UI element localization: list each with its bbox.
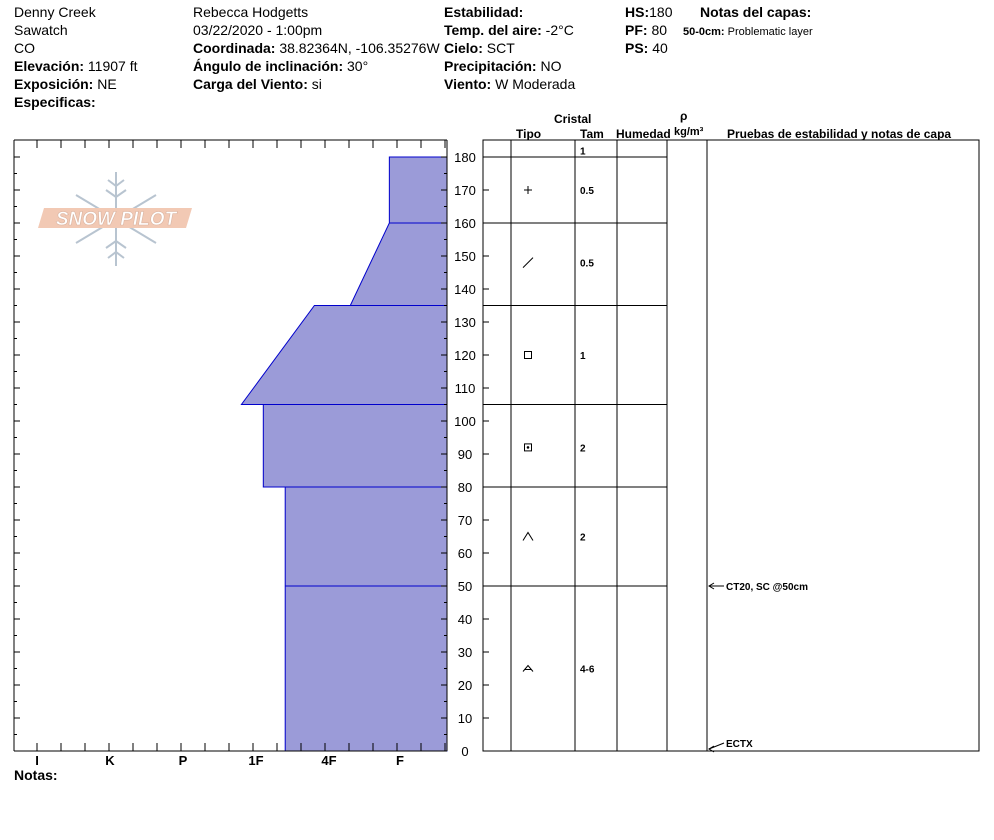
grain-plus-icon [524,186,532,194]
grain-stroke [527,447,529,449]
air-temp-label: Temp. del aire: [444,22,542,38]
tests-header: Pruebas de estabilidad y notas de capa [727,127,952,141]
y-tick-label: 100 [454,414,476,429]
precip-label: Precipitación: [444,58,537,74]
hardness-tick-label: K [105,753,115,768]
crystal-header: Cristal [554,112,592,126]
y-tick-label: 40 [457,612,473,627]
grain-stroke [525,352,532,359]
slope-label: Ángulo de inclinación: [193,58,344,74]
y-tick-label: 10 [457,711,473,726]
test-result-label: ECTX [726,739,753,750]
grain-slash-icon [523,258,533,268]
ps-label: PS: [625,40,649,56]
layer-note-range: 50-0cm: [683,26,725,38]
wind-value: W Moderada [495,76,576,92]
y-tick-label: 30 [457,645,473,660]
density-unit-header: kg/m³ [674,126,704,138]
pf-value: 80 [651,22,668,38]
stability-label: Estabilidad: [444,4,524,20]
y-tick-label: 120 [454,348,476,363]
size-header: Tam [580,127,604,141]
sky-label: Cielo: [444,40,483,56]
y-tick-label: 60 [457,546,473,561]
type-header: Tipo [516,127,542,141]
logo-text: SNOW PILOT [55,209,177,230]
elevation-value: 11907 ft [87,58,138,74]
location-name: Denny Creek [14,4,96,20]
aspect-value: NE [97,76,117,92]
hardness-tick-label: I [35,753,39,768]
elevation-label: Elevación: [14,58,85,74]
observer-name: Rebecca Hodgetts [193,4,309,20]
test-result-label: CT20, SC @50cm [726,582,809,593]
wind-label: Viento: [444,76,492,92]
hardness-tick-label: 1F [248,753,264,768]
grain-square-dot-icon [525,444,532,451]
grain-size-label: 1 [580,351,586,362]
grain-stroke [523,666,533,672]
hardness-tick-label: F [396,753,404,768]
grain-size-label: 0.5 [580,258,594,270]
coordinate-value: 38.82364N, -106.35276W [279,40,440,56]
layer-note-text: Problematic layer [727,26,813,38]
grain-size-label: 2 [580,443,586,455]
y-tick-label: 150 [454,249,476,264]
mountain-range: Sawatch [14,22,68,38]
rho-header: ρ [680,109,688,123]
specifics-label: Especificas: [14,94,96,110]
y-tick-label: 180 [454,150,476,165]
y-tick-label: 70 [457,513,473,528]
notes-label: Notas: [14,767,58,783]
grain-caret-icon [523,533,533,541]
slope-value: 30° [347,58,369,74]
y-tick-label: 130 [454,315,476,330]
grain-square-icon [525,352,532,359]
grain-size-label: 1 [580,146,586,158]
y-tick-label: 170 [454,183,476,198]
grain-size-label: 4-6 [580,664,595,676]
hs-label: HS: [625,4,650,20]
y-tick-label: 160 [454,216,476,231]
hardness-tick-label: P [178,753,188,768]
air-temp-value: -2°C [545,22,574,38]
y-tick-label: 110 [454,381,476,396]
grain-depth-hoar-icon [523,666,533,672]
hardness-tick-label: 4F [321,753,337,768]
hardness-profile-area [241,157,447,751]
layer-table-frame [483,140,979,751]
wind-load-value: si [311,76,322,92]
y-tick-label: 140 [454,282,476,297]
grain-size-label: 2 [580,532,586,544]
y-tick-label: 50 [457,579,473,594]
wind-load-label: Carga del Viento: [193,76,308,92]
test-arrow-icon [709,583,724,589]
ps-value: 40 [652,40,668,56]
aspect-label: Exposición: [14,76,94,92]
layer-notes-title: Notas del capas: [700,4,812,20]
y-tick-label: 90 [457,447,473,462]
hs-value: 180 [649,4,673,20]
grain-stroke [523,533,533,541]
coordinate-label: Coordinada: [193,40,276,56]
precip-value: NO [540,58,562,74]
grain-stroke [523,258,533,268]
grain-size-label: 0.5 [580,186,594,197]
observation-datetime: 03/22/2020 - 1:00pm [193,22,323,38]
sky-value: SCT [486,40,515,56]
state: CO [14,40,35,56]
y-tick-label: 20 [457,678,473,693]
moisture-header: Humedad [616,127,671,141]
pf-label: PF: [625,22,648,38]
y-tick-label: 80 [457,480,473,495]
y-tick-label: 0 [461,744,469,759]
